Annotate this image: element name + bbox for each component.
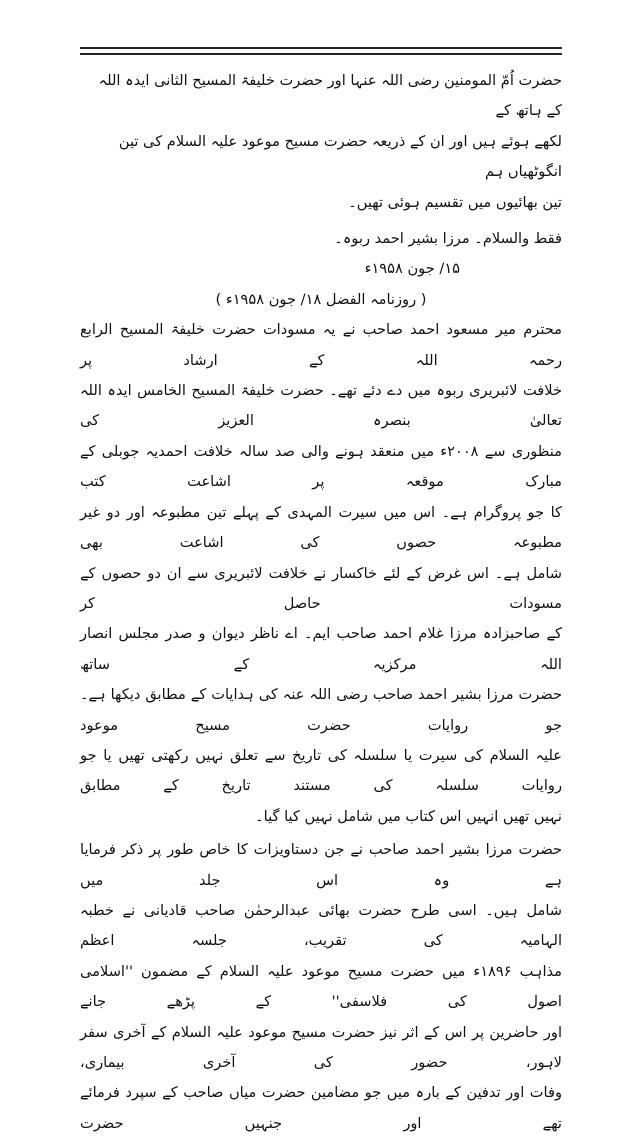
intro-block xyxy=(80,66,562,218)
paragraph-line: اور حاضرین پر اس کے اثر نیز حضرت مسیح موعود علیہ السلام کے آخری سفر لاہور، حضور کی آخری بیماری، xyxy=(80,1023,562,1071)
intro-line: حضرت اُمّ المومنین رضی اللہ عنہا اور حضرت خلیفۃ المسیح الثانی ایدہ اللہ کے ہاتھ کے xyxy=(98,72,562,120)
paragraph-line: کے صاحبزادہ مرزا غلام احمد صاحب ایم۔ اے ناظر دیوان و صدر مجلس انصار اللہ مرکزیہ کے ساتھ xyxy=(80,625,562,673)
letter-date: ۱۵/ جون ۱۹۵۸ء xyxy=(364,260,460,278)
paragraph-line: وفات اور تدفین کے بارہ میں جو مضامین حضرت میاں صاحب کے سپرد فرمائے تھے اور جنہیں حضرت xyxy=(80,1084,562,1132)
header-rule-lower xyxy=(80,53,562,55)
paragraph-2 xyxy=(80,835,562,1139)
intro-line: تین بھائیوں میں تقسیم ہوئی تھیں۔ xyxy=(348,193,562,211)
source-citation: ( روزنامہ الفضل ۱۸/ جون ۱۹۵۸ء ) xyxy=(215,290,427,308)
signoff: فقط والسلام۔ مرزا بشیر احمد ربوہ۔ xyxy=(334,230,562,248)
page-body xyxy=(80,66,562,1139)
header-rule-upper xyxy=(80,47,562,49)
paragraph-line: حضرت مرزا بشیر احمد صاحب نے جن دستاویزات کا خاص طور پر ذکر فرمایا ہے وہ اس جلد میں xyxy=(80,841,562,889)
paragraph-line: کا جو پروگرام ہے۔ اس میں سیرت المہدی کے پہلے تین مطبوعہ اور دو غیر مطبوعہ حصوں کی اشاعت بھی xyxy=(80,503,562,552)
paragraph-line: شامل ہیں۔ اسی طرح حضرت بھائی عبدالرحمٰن صاحب قادیانی نے خطبہ الہامیہ کی تقریب، جلسہ اعظم xyxy=(80,901,562,950)
paragraph-line: منظوری سے ۲۰۰۸ء میں منعقد ہونے والی صد سالہ خلافت احمدیہ جوبلی کے مبارک موقعہ پر اشاعت کتب xyxy=(80,442,562,491)
intro-line: لکھے ہوئے ہیں اور ان کے ذریعہ حضرت مسیح موعود علیہ السلام کی تین انگوٹھیاں ہم xyxy=(118,132,562,181)
paragraph-line: محترم میر مسعود احمد صاحب نے یہ مسودات حضرت خلیفۃ المسیح الرابع رحمہ اللہ کے ارشاد پر xyxy=(80,321,562,369)
paragraph-line: حضرت مرزا بشیر احمد صاحب رضی اللہ عنہ کی ہدایات کے مطابق دیکھا ہے۔ جو روایات حضرت مسیح موعود xyxy=(80,686,562,734)
paragraph-1 xyxy=(80,315,562,832)
paragraph-line: علیہ السلام کی سیرت یا سلسلہ کی تاریخ سے تعلق نہیں رکھتی تھیں یا جو روایات سلسلہ کی مستند تاریخ کے مطابق xyxy=(80,746,562,795)
paragraph-line: شامل ہے۔ اس غرض کے لئے خاکسار نے خلافت لائبریری سے ان دو حصوں کے مسودات حاصل کر xyxy=(80,564,562,612)
paragraph-line: مذاہب ۱۸۹۶ء میں حضرت مسیح موعود علیہ السلام کے مضمون ''اسلامی اصول کی فلاسفی'' کے پڑھے جانے xyxy=(80,962,562,1011)
paragraph-line: نہیں تھیں انہیں اس کتاب میں شامل نہیں کیا گیا۔ xyxy=(255,807,562,825)
paragraph-line: خلافت لائبریری ربوہ میں دے دئے تھے۔ حضرت خلیفۃ المسیح الخامس ایدہ اللہ تعالیٰ بنصرہ العزیز کی xyxy=(80,382,562,430)
